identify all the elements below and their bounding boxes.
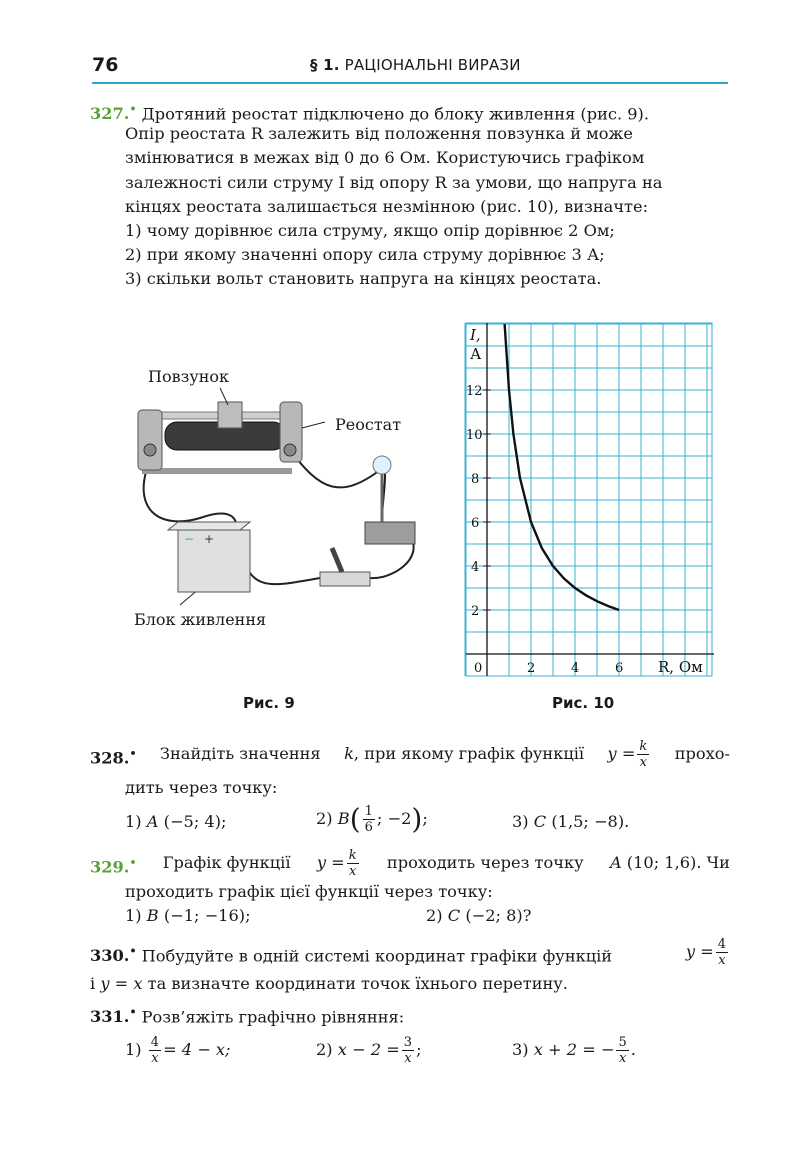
option-3: 3) C (1,5; −8). (512, 812, 630, 832)
y-tick-label: 4 (471, 560, 480, 575)
y-tick-label: 2 (471, 604, 480, 619)
y-tick-label: 6 (471, 516, 480, 531)
section-name: РАЦІОНАЛЬНІ ВИРАЗИ (344, 56, 521, 74)
rheostat-base (142, 468, 292, 474)
problem-327 (90, 98, 730, 292)
problem-327-line-7: 2) при якому значенні опору сила струму дорівнює 3 А; (125, 245, 605, 265)
y-tick-label: 12 (466, 384, 483, 399)
problem-329-line-1: 329.• Графік функції y = $\frac{k}{x}$ проходить через точку A (10; 1,6). Чи (90, 848, 730, 879)
problem-327-line-3: змінюватися в межах від 0 до 6 Ом. Користуючись графіком (125, 148, 645, 168)
problem-331-options (90, 1031, 730, 1071)
problem-328-options (90, 802, 730, 840)
problem-328-line-1: 328.• Знайдіть значення k, при якому графік функції y = $\frac{k}{x}$ прохо- (90, 739, 730, 770)
problem-327-line-2: Опір реостата R залежить від положення повзунка й може (125, 124, 633, 144)
x-tick-label: 6 (615, 661, 624, 676)
switch-lever (332, 548, 342, 572)
y-tick-label: 10 (466, 428, 483, 443)
power-minus: − (184, 532, 195, 546)
origin-label: 0 (474, 661, 483, 676)
problem-number: 330.• (90, 945, 137, 966)
current-resistance-chart (462, 320, 714, 682)
problem-329-line-2: проходить графік цієї функції через точку: (125, 882, 493, 901)
page-number: 76 (92, 54, 119, 76)
section-number: § 1. (310, 56, 340, 74)
label-power-block: Блок живлення (134, 610, 267, 629)
lamp-base (365, 522, 415, 544)
problem-number: 331.• (90, 1006, 137, 1027)
x-axis-label: R, Ом (658, 658, 703, 676)
problem-text: Дротяний реостат підключено до блоку живлення (рис. 9). (141, 104, 650, 124)
problem-331-line-1: 331.• Розв’яжіть графічно рівняння: (90, 1006, 405, 1027)
problem-327-line-4: залежності сили струму I від опору R за умови, що напруга на (125, 172, 663, 192)
rheostat-slider (218, 402, 242, 428)
option-2: 2) x − 2 = $\frac{3}{x}$ ; (316, 1035, 422, 1067)
option-1: 1) $\frac{4}{x}$ = 4 − x; (125, 1035, 231, 1067)
label-slider: Повзунок (148, 367, 230, 386)
problem-328 (90, 738, 730, 840)
series-curve (505, 324, 619, 610)
option-2: 2) B( $\frac{1}{6}$ ; −2); (316, 802, 428, 836)
problem-327-line-1 (90, 98, 730, 122)
page-header (92, 52, 728, 84)
switch-base (320, 572, 370, 586)
problem-330-line-2: і y = x та визначте координати точок їхнього перетину. (90, 974, 568, 993)
problem-328-line-2: дить через точку: (125, 778, 278, 797)
figure-9-caption: Рис. 9 (243, 694, 295, 712)
option-1: 1) B (−1; −16); (125, 906, 251, 926)
label-rheostat: Реостат (335, 415, 402, 434)
problem-number: 329.• (90, 856, 137, 877)
y-axis-label-var: I, (470, 326, 481, 344)
power-plus: + (204, 532, 215, 546)
label-pointer (302, 422, 325, 428)
terminal (284, 444, 296, 456)
problem-331 (90, 1001, 730, 1071)
problem-327-line-6: 1) чому дорівнює сила струму, якщо опір дорівнює 2 Ом; (125, 220, 615, 240)
rheostat-left-stand (138, 410, 162, 470)
section-title (310, 56, 521, 74)
x-tick-label: 2 (527, 661, 536, 676)
lamp-bulb (373, 456, 391, 474)
x-tick-label: 4 (571, 661, 580, 676)
problem-330-line-1: 330.• Побудуйте в одній системі координат графіки функцій y = $\frac{4}{x}$ (90, 937, 726, 968)
y-tick-label: 8 (471, 472, 480, 487)
power-block-top (168, 522, 250, 530)
chart-grid (465, 323, 712, 676)
option-3: 3) x + 2 = − $\frac{5}{x}$ . (512, 1035, 636, 1067)
problem-number: 327.• (90, 103, 137, 124)
y-axis-label-unit: А (470, 345, 482, 363)
wire (290, 450, 385, 520)
problem-330 (90, 936, 730, 996)
figure-10-caption: Рис. 10 (552, 694, 615, 712)
problem-number: 328.• (90, 747, 137, 768)
problem-327-line-8: 3) скільки вольт становить напруга на кінцях реостата. (125, 269, 602, 289)
problem-327-line-5: кінцях реостата залишається незмінною (рис. 10), визначте: (125, 196, 649, 216)
option-2: 2) C (−2; 8)? (426, 906, 532, 926)
problem-329 (90, 848, 730, 928)
terminal (144, 444, 156, 456)
rheostat-illustration (120, 350, 450, 640)
problem-329-options (90, 904, 730, 928)
option-1: 1) A (−5; 4); (125, 812, 227, 832)
